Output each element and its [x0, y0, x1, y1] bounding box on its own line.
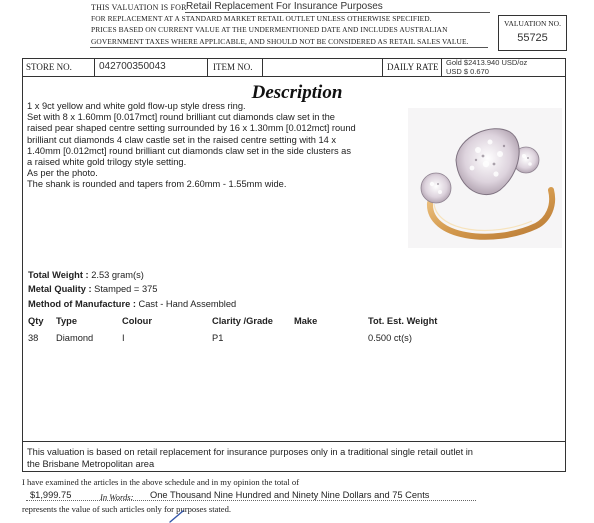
left-cluster	[421, 173, 451, 203]
description-line: 1 x 9ct yellow and white gold flow-up style dress ring.	[27, 101, 246, 111]
stone-colour: I	[122, 333, 125, 343]
valuation-number: 55725	[517, 32, 548, 44]
metal-quality	[28, 284, 157, 294]
description-title: Description	[251, 82, 343, 103]
total-weight-value: 2.53 gram(s)	[91, 270, 144, 280]
header-label: THIS VALUATION IS FOR	[91, 3, 187, 12]
statement-line-1: This valuation is based on retail replacement for insurance purposes only in a traditional single retail outlet in	[27, 447, 473, 457]
col-header-qty: Qty	[28, 316, 44, 326]
metal-quality-value: Stamped = 375	[94, 284, 158, 294]
valuation-number-box	[498, 15, 567, 51]
description-line: raised pear shaped centre setting surrounded by 16 x 1.30mm [0.012mct] round	[27, 123, 356, 134]
amount-in-words: One Thousand Nine Hundred and Ninety Nine Dollars and 75 Cents	[150, 490, 430, 500]
total-weight	[28, 270, 144, 280]
store-no-value: 042700350043	[99, 61, 166, 72]
header-disclaimer-line-3: GOVERNMENT TAXES WHERE APPLICABLE, AND SHOULD NOT BE CONSIDERED AS RETAIL SALES VALUE.	[91, 37, 469, 46]
stone-clarity: P1	[212, 333, 224, 343]
description-line: brilliant cut diamonds 4 claw castle set in the raised centre setting with 14 x	[27, 134, 337, 145]
description-line: 1.40mm [0.012mct] round brilliant cut diamonds claw set in the side clusters as	[27, 145, 351, 156]
description-body	[27, 101, 417, 191]
header-disclaimer-line-2: PRICES BASED ON CURRENT VALUE AT THE UNDERMENTIONED DATE AND INCLUDES AUSTRALIAN	[91, 25, 448, 34]
total-amount: $1,999.75	[30, 490, 72, 500]
store-no-label: STORE NO.	[26, 62, 72, 72]
valuation-purpose: Retail Replacement For Insurance Purposes	[186, 1, 383, 12]
purpose-underline	[185, 12, 490, 13]
total-weight-label: Total Weight :	[28, 270, 89, 280]
usd-rate-line: USD $ 0.670	[446, 66, 489, 76]
stone-qty: 38	[28, 333, 39, 343]
method-of-manufacture	[28, 299, 236, 309]
description-line: a raised white gold trilogy style setting.	[27, 157, 187, 168]
valuation-statement	[22, 441, 566, 472]
description-line: The shank is rounded and tapers from 2.60mm - 1.55mm wide.	[27, 179, 287, 190]
info-row	[22, 58, 566, 77]
stone-total-weight: 0.500 ct(s)	[368, 333, 412, 343]
col-header-type: Type	[56, 316, 78, 326]
daily-rate-label: DAILY RATE	[387, 62, 439, 72]
col-header-colour: Colour	[122, 316, 152, 326]
item-no-value-cell	[263, 59, 383, 76]
in-words-label: In Words:	[100, 492, 134, 502]
method-value: Cast - Hand Assembled	[138, 299, 237, 309]
col-header-clarity: Clarity /Grade	[212, 316, 273, 326]
metal-quality-label: Metal Quality :	[28, 284, 92, 294]
description-line: Set with 8 x 1.60mm [0.017mct] round brilliant cut diamonds claw set in the	[27, 112, 335, 123]
amount-dotted-line	[26, 500, 476, 501]
ring-photo	[408, 108, 562, 248]
examined-statement: I have examined the articles in the above schedule and in my opinion the total of	[22, 477, 300, 487]
valuation-number-label: VALUATION NO.	[504, 19, 561, 28]
method-label: Method of Manufacture :	[28, 299, 136, 309]
pen-stroke-mark	[168, 509, 186, 523]
stone-type: Diamond	[56, 333, 94, 343]
col-header-total-weight: Tot. Est. Weight	[368, 316, 438, 326]
description-line: As per the photo.	[27, 168, 98, 179]
item-no-label: ITEM NO.	[213, 62, 253, 72]
gold-rate-line: Gold $2413.940 USD/oz	[446, 58, 528, 67]
col-header-make: Make	[294, 316, 318, 326]
header-underline	[90, 47, 488, 48]
represents-statement: represents the value of such articles only for purposes stated.	[22, 504, 232, 514]
statement-line-2: the Brisbane Metropolitan area	[27, 459, 155, 469]
gold-rate-value	[446, 59, 527, 76]
header-disclaimer-line-1: FOR REPLACEMENT AT A STANDARD MARKET RETAIL OUTLET UNLESS OTHERWISE SPECIFIED.	[91, 14, 432, 23]
